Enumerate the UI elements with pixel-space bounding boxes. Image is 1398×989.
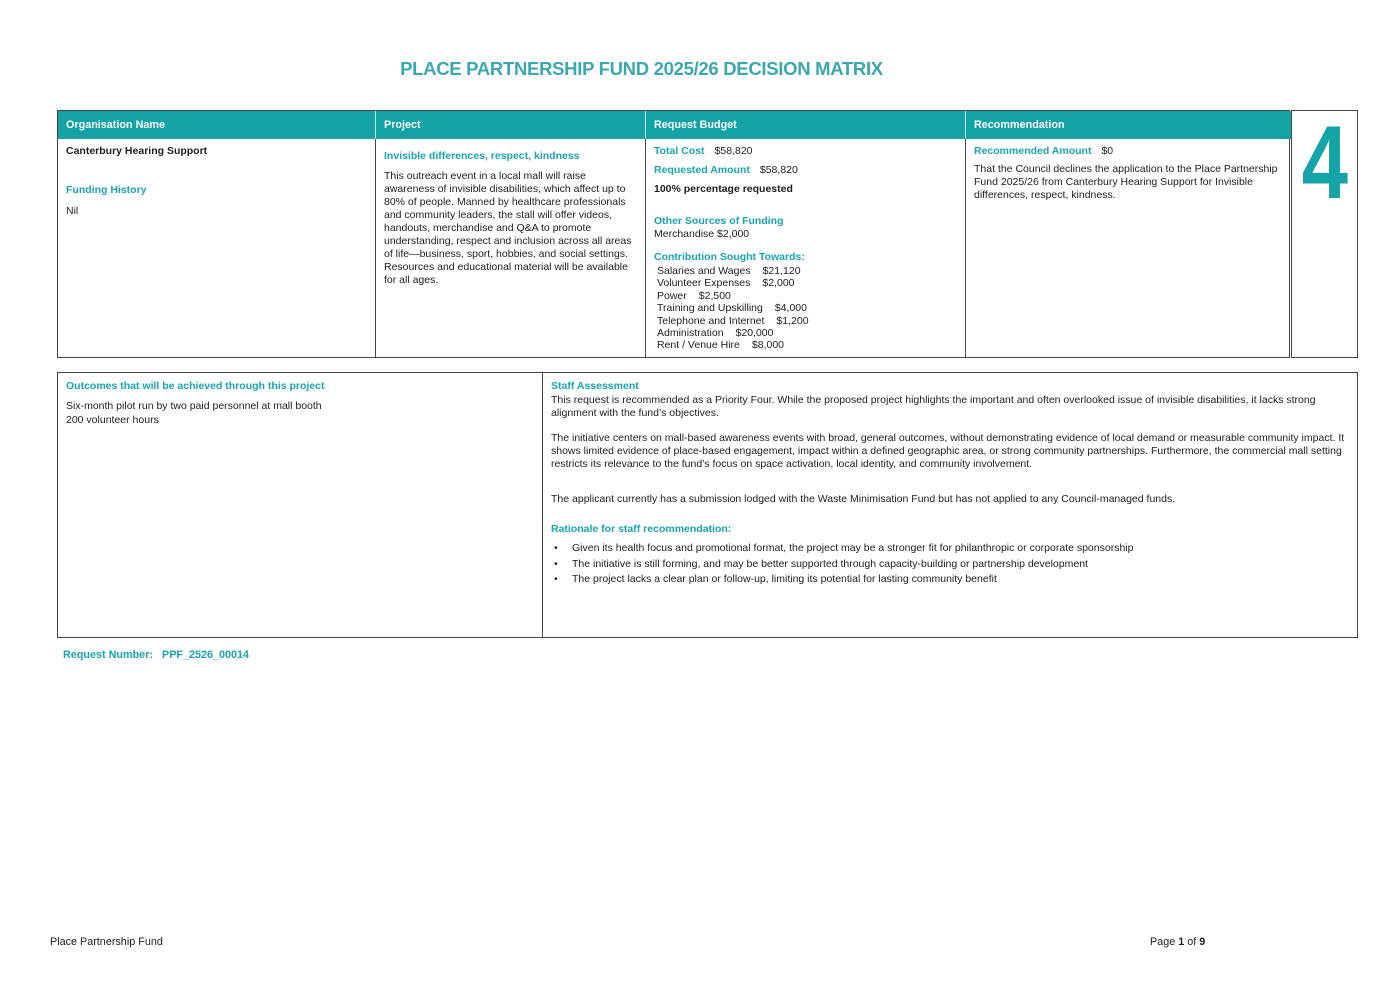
footer-document-name: Place Partnership Fund bbox=[50, 936, 163, 948]
total-cost-value: $58,820 bbox=[714, 145, 753, 157]
rationale-bullet-text: • The project lacks a clear plan or follow-up, limiting its potential for lasting community benefit bbox=[572, 573, 997, 585]
footer-page-label: Page bbox=[1150, 936, 1176, 948]
outcome-line: Six-month pilot run by two paid personnel at mall booth bbox=[66, 400, 322, 412]
contribution-item bbox=[654, 327, 955, 339]
footer-page-number: 1 bbox=[1178, 936, 1185, 948]
budget-cell bbox=[646, 139, 966, 357]
total-cost-row bbox=[654, 145, 955, 158]
staff-assessment-header: Staff Assessment bbox=[551, 380, 639, 392]
recommendation-text: That the Council declines the application to the Place Partnership Fund 2025/26 from Canterbury Hearing Support for Invisible differences, respect, kindness. bbox=[974, 163, 1278, 201]
column-header-recommendation: Recommendation bbox=[966, 111, 1291, 139]
decision-matrix-table bbox=[57, 110, 1290, 358]
footer-page-indicator bbox=[1150, 936, 1208, 948]
other-sources-label: Other Sources of Funding bbox=[654, 215, 784, 227]
staff-assessment-cell bbox=[543, 373, 1357, 637]
outcomes-cell bbox=[58, 373, 543, 637]
column-header-project: Project bbox=[376, 111, 646, 139]
percentage-requested: 100% percentage requested bbox=[654, 183, 793, 195]
contribution-item-name: Power bbox=[657, 289, 687, 302]
contribution-item-amount: $2,000 bbox=[762, 277, 795, 290]
organisation-name: Canterbury Hearing Support bbox=[66, 145, 208, 157]
funding-history-value: Nil bbox=[66, 205, 79, 217]
priority-rating-number: 4 bbox=[1301, 105, 1348, 221]
contribution-item-name: Rent / Venue Hire bbox=[657, 339, 740, 352]
request-number-value: PPF_2526_00014 bbox=[162, 649, 250, 661]
other-sources-value: Merchandise $2,000 bbox=[654, 228, 750, 240]
rationale-bullet-text: • The initiative is still forming, and may be better supported through capacity-building or partnership development bbox=[572, 557, 1088, 570]
rationale-header: Rationale for staff recommendation: bbox=[551, 523, 732, 535]
contribution-item bbox=[654, 339, 955, 351]
contribution-item bbox=[654, 302, 955, 314]
contribution-label: Contribution Sought Towards: bbox=[654, 251, 805, 263]
contribution-item-amount: $8,000 bbox=[751, 339, 785, 352]
assessment-table bbox=[57, 372, 1358, 638]
organisation-cell bbox=[58, 139, 376, 357]
contribution-item bbox=[654, 290, 955, 302]
footer-of-label: of bbox=[1187, 936, 1197, 948]
contribution-item bbox=[654, 277, 955, 289]
footer-total-pages: 9 bbox=[1199, 936, 1206, 948]
staff-assessment-paragraph: The applicant currently has a submission lodged with the Waste Minimisation Fund but has not applied to any Council-managed funds. bbox=[551, 493, 1176, 505]
staff-assessment-paragraph: This request is recommended as a Priority Four. While the proposed project highlights the important and often overlooked issue of invisible disabilities, it lacks strong alignment with the fund’s objectives. bbox=[551, 394, 1316, 419]
request-number bbox=[63, 649, 249, 661]
rationale-bullet bbox=[551, 573, 1345, 586]
outcome-line: 200 volunteer hours bbox=[66, 414, 159, 426]
requested-amount-label: Requested Amount bbox=[654, 164, 750, 176]
contribution-item bbox=[654, 315, 955, 327]
total-cost-label: Total Cost bbox=[654, 145, 705, 157]
recommendation-cell bbox=[966, 139, 1291, 357]
requested-amount-value: $58,820 bbox=[759, 164, 798, 176]
page-title: PLACE PARTNERSHIP FUND 2025/26 DECISION MATRIX bbox=[400, 58, 883, 79]
priority-rating-cell bbox=[1291, 105, 1358, 358]
contribution-item-name: Telephone and Internet bbox=[657, 314, 765, 327]
funding-history-label: Funding History bbox=[66, 184, 147, 196]
contribution-item-name: Salaries and Wages bbox=[657, 265, 751, 277]
contribution-item-amount: $2,500 bbox=[698, 289, 731, 302]
column-header-organisation: Organisation Name bbox=[58, 111, 376, 139]
contribution-item-amount: $20,000 bbox=[735, 327, 774, 340]
recommended-amount-row bbox=[974, 145, 1281, 158]
requested-amount-row bbox=[654, 164, 955, 177]
rationale-bullet-list bbox=[551, 542, 1345, 586]
contribution-item-amount: $1,200 bbox=[776, 314, 809, 327]
request-number-label: Request Number: bbox=[63, 649, 153, 661]
contribution-item bbox=[654, 265, 955, 277]
rationale-bullet bbox=[551, 542, 1345, 555]
contribution-item-name: Training and Upskilling bbox=[657, 302, 763, 315]
recommended-amount-value: $0 bbox=[1101, 145, 1114, 157]
recommended-amount-label: Recommended Amount bbox=[974, 145, 1092, 157]
contribution-item-amount: $21,120 bbox=[762, 265, 801, 277]
contribution-item-name: Volunteer Expenses bbox=[657, 277, 751, 290]
outcomes-header: Outcomes that will be achieved through this project bbox=[66, 380, 325, 392]
contribution-list bbox=[654, 265, 955, 352]
staff-assessment-paragraph: The initiative centers on mall-based awareness events with broad, general outcomes, without demonstrating evidence of local demand or measurable community impact. It shows limited evidence of place-based engagement, impact within a defined geographic area, or strong community partnerships. Furthermore, the commercial mall setting restricts its relevance to the fund’s focus on space activation, local identity, and community involvement. bbox=[551, 432, 1345, 470]
contribution-item-amount: $4,000 bbox=[774, 302, 807, 315]
contribution-item-name: Administration bbox=[657, 327, 724, 340]
column-header-budget: Request Budget bbox=[646, 111, 966, 139]
rationale-bullet bbox=[551, 558, 1345, 571]
project-description: This outreach event in a local mall will raise awareness of invisible disabilities, which affect up to 80% of people. Manned by healthcare professionals and community leaders, the stall will offer videos, handouts, merchandise and Q&A to promote understanding, respect and inclusion across all areas of life—business, sport, hobbies, and social settings. Resources and educational material will be available for all ages. bbox=[384, 170, 632, 286]
project-cell bbox=[376, 139, 646, 357]
project-title: Invisible differences, respect, kindness bbox=[384, 150, 580, 162]
rationale-bullet-text: • Given its health focus and promotional format, the project may be a stronger fit for philanthropic or corporate sponsorship bbox=[572, 542, 1134, 554]
